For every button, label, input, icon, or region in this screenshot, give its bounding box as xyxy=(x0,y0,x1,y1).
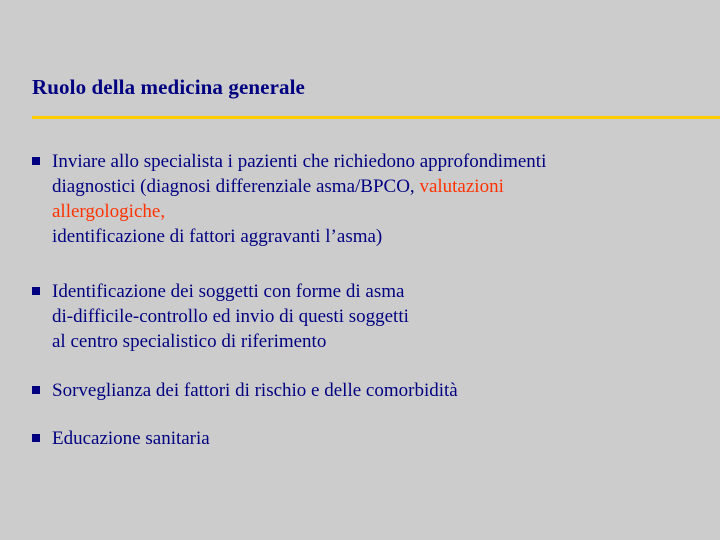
bullet-square-icon xyxy=(32,157,40,165)
bullet-line-text: diagnostici (diagnosi differenziale asma/BPCO, xyxy=(52,176,420,197)
bullet-text xyxy=(52,426,692,451)
bullet-line: al centro specialistico di riferimento xyxy=(52,331,327,352)
bullet-line: Sorveglianza dei fattori di rischio e delle comorbidità xyxy=(52,380,458,401)
bullet-line xyxy=(52,174,692,199)
title-divider xyxy=(32,116,720,119)
bullet-line: Inviare allo specialista i pazienti che richiedono approfondimenti xyxy=(52,151,547,172)
bullet-item xyxy=(32,378,692,403)
bullet-item xyxy=(32,149,692,249)
bullet-text xyxy=(52,149,692,249)
bullet-line: Educazione sanitaria xyxy=(52,428,210,449)
bullet-square-icon xyxy=(32,434,40,442)
bullet-line: Identificazione dei soggetti con forme di asma xyxy=(52,281,405,302)
highlighted-text: valutazioni xyxy=(419,176,504,197)
bullet-text xyxy=(52,279,692,354)
bullet-line: identificazione di fattori aggravanti l’asma) xyxy=(52,226,383,247)
bullet-square-icon xyxy=(32,386,40,394)
slide-title: Ruolo della medicina generale xyxy=(32,75,305,99)
bullet-item xyxy=(32,426,692,451)
bullet-item xyxy=(32,279,692,354)
bullet-square-icon xyxy=(32,287,40,295)
highlighted-text: allergologiche, xyxy=(52,201,166,222)
bullet-text xyxy=(52,378,692,403)
bullet-line: di-difficile-controllo ed invio di questi soggetti xyxy=(52,306,409,327)
